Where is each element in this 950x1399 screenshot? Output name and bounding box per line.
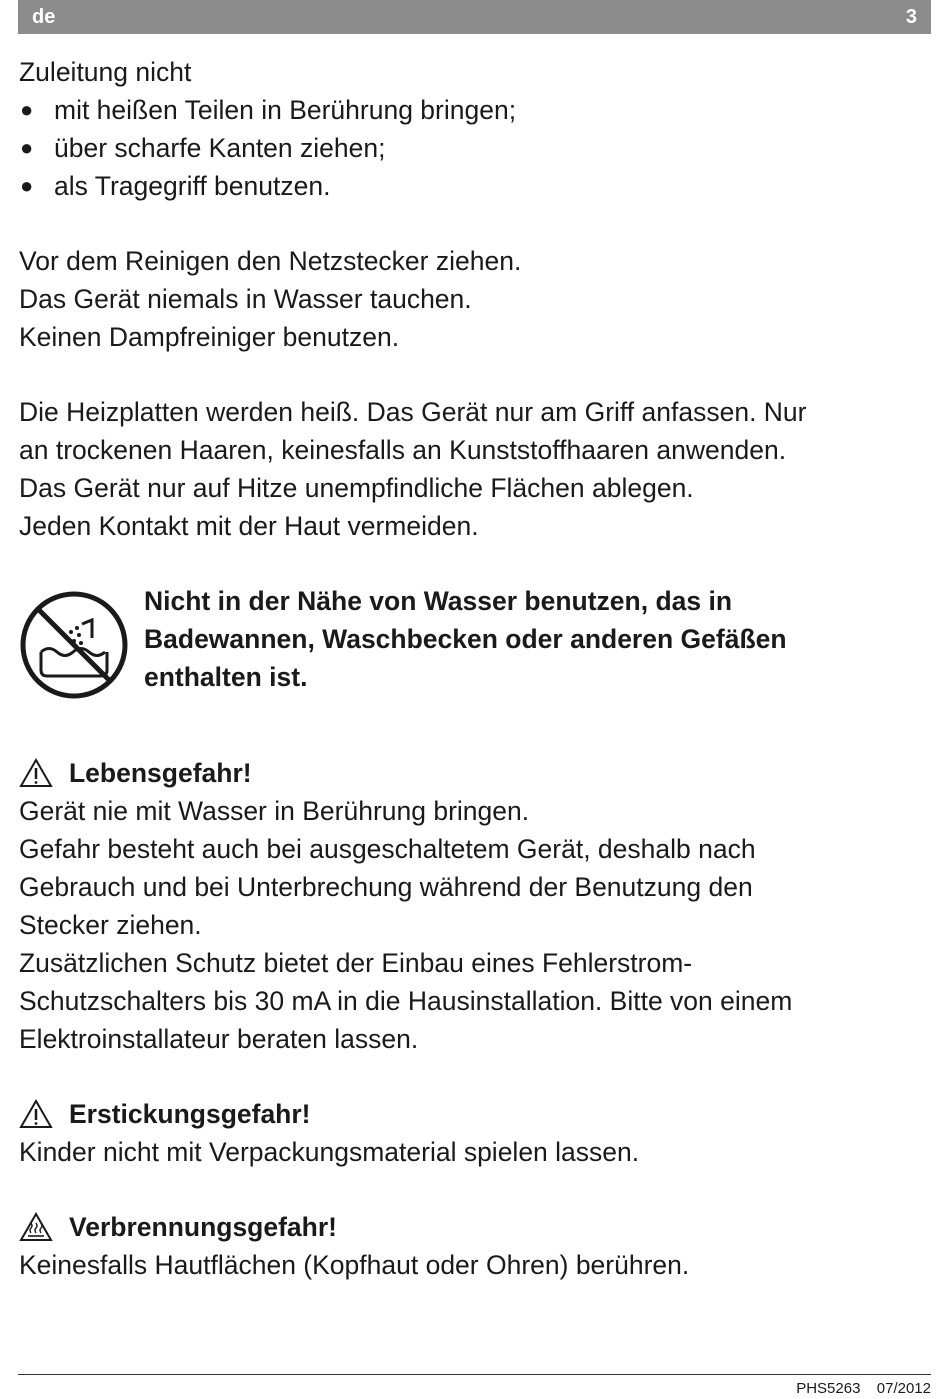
cleaning-line: Das Gerät niemals in Wasser tauchen. [19,284,472,314]
model-number: PHS5263 [796,1380,861,1397]
warning-triangle-icon [19,1099,53,1129]
danger-burn-heading: Verbrennungsgefahr! [19,1208,924,1246]
heat-line: Jeden Kontakt mit der Haut vermeiden. [19,511,479,541]
bullet-dot: ● [20,97,34,122]
language-code: de [32,6,56,28]
page-content: Zuleitung nicht ● mit heißen Teilen in Berührung bringen; ● über scharfe Kanten ziehen; ● als Tragegriff benutzen. Vor dem Reinigen den Netzstecker ziehen. Das Gerät niemals in Wasser tauchen. Keinen Dampfreiniger benutzen. Die Heizplatten werden heiß. Das Gerät nur am Griff anfassen. Nur an trockenen Haaren, keinesfalls an Kunststoffhaaren anwenden. Das Gerät nur auf Hitze unempfindliche Flächen ablegen. Jeden Kontakt mit der Haut vermeiden. Nicht in der Nähe von Wasser benutzen, das in Badewannen, Waschbecken oder anderen Gefäßen enthalten ist. Lebensgefahr! Gerät nie mit Wasser in Berührung bringen. Gefahr besteht auch bei ausgeschaltetem Gerät, deshalb nach Gebrauch und bei Unterbrechung während der Benutzung den Stecker ziehen. Zusätzlichen Schutz bietet der Einbau eines Fehlerstrom- Schutzschalters bis 30 mA in die Hausinstallation. Bitte von einem Elektroinstallateur beraten lassen. Erstickungsgefahr! Kinder nicht mit Verpackungsmaterial spielen lassen. Verbrennungsgefahr! Keinesfalls Hautflächen (Kopfhaut oder Ohren) berühren. [19,53,924,1284]
cord-bullet-list [19,91,924,205]
list-item: ● über scharfe Kanten ziehen; [19,129,924,167]
page-number: 3 [905,6,917,28]
heat-line: an trockenen Haaren, keinesfalls an Kunststoffhaaren anwenden. [19,435,787,465]
list-item: ● mit heißen Teilen in Berührung bringen; [19,91,924,129]
cleaning-line: Keinen Dampfreiniger benutzen. [19,322,400,352]
heat-line: Das Gerät nur auf Hitze unempfindliche Flächen ablegen. [19,473,694,503]
warning-triangle-icon [19,758,53,788]
danger-life-heading: Lebensgefahr! [19,754,924,792]
publication-date: 07/2012 [876,1380,931,1397]
no-water-icon [19,590,129,700]
footer-divider [18,1374,931,1375]
page-header [18,0,931,34]
heat-line: Die Heizplatten werden heiß. Das Gerät nur am Griff anfassen. Nur [19,397,807,427]
bullet-dot: ● [20,173,34,198]
danger-suffocation-heading: Erstickungsgefahr! [19,1095,924,1133]
water-warning-text: Nicht in der Nähe von Wasser benutzen, das in Badewannen, Waschbecken oder anderen Gefäßen enthalten ist. [144,586,787,692]
cleaning-line: Vor dem Reinigen den Netzstecker ziehen. [19,246,522,276]
cord-intro: Zuleitung nicht [19,57,192,87]
water-warning [19,582,924,696]
bullet-dot: ● [20,135,34,160]
list-item: ● als Tragegriff benutzen. [19,167,924,205]
hot-surface-warning-icon [19,1212,53,1242]
page-footer [796,1380,931,1397]
